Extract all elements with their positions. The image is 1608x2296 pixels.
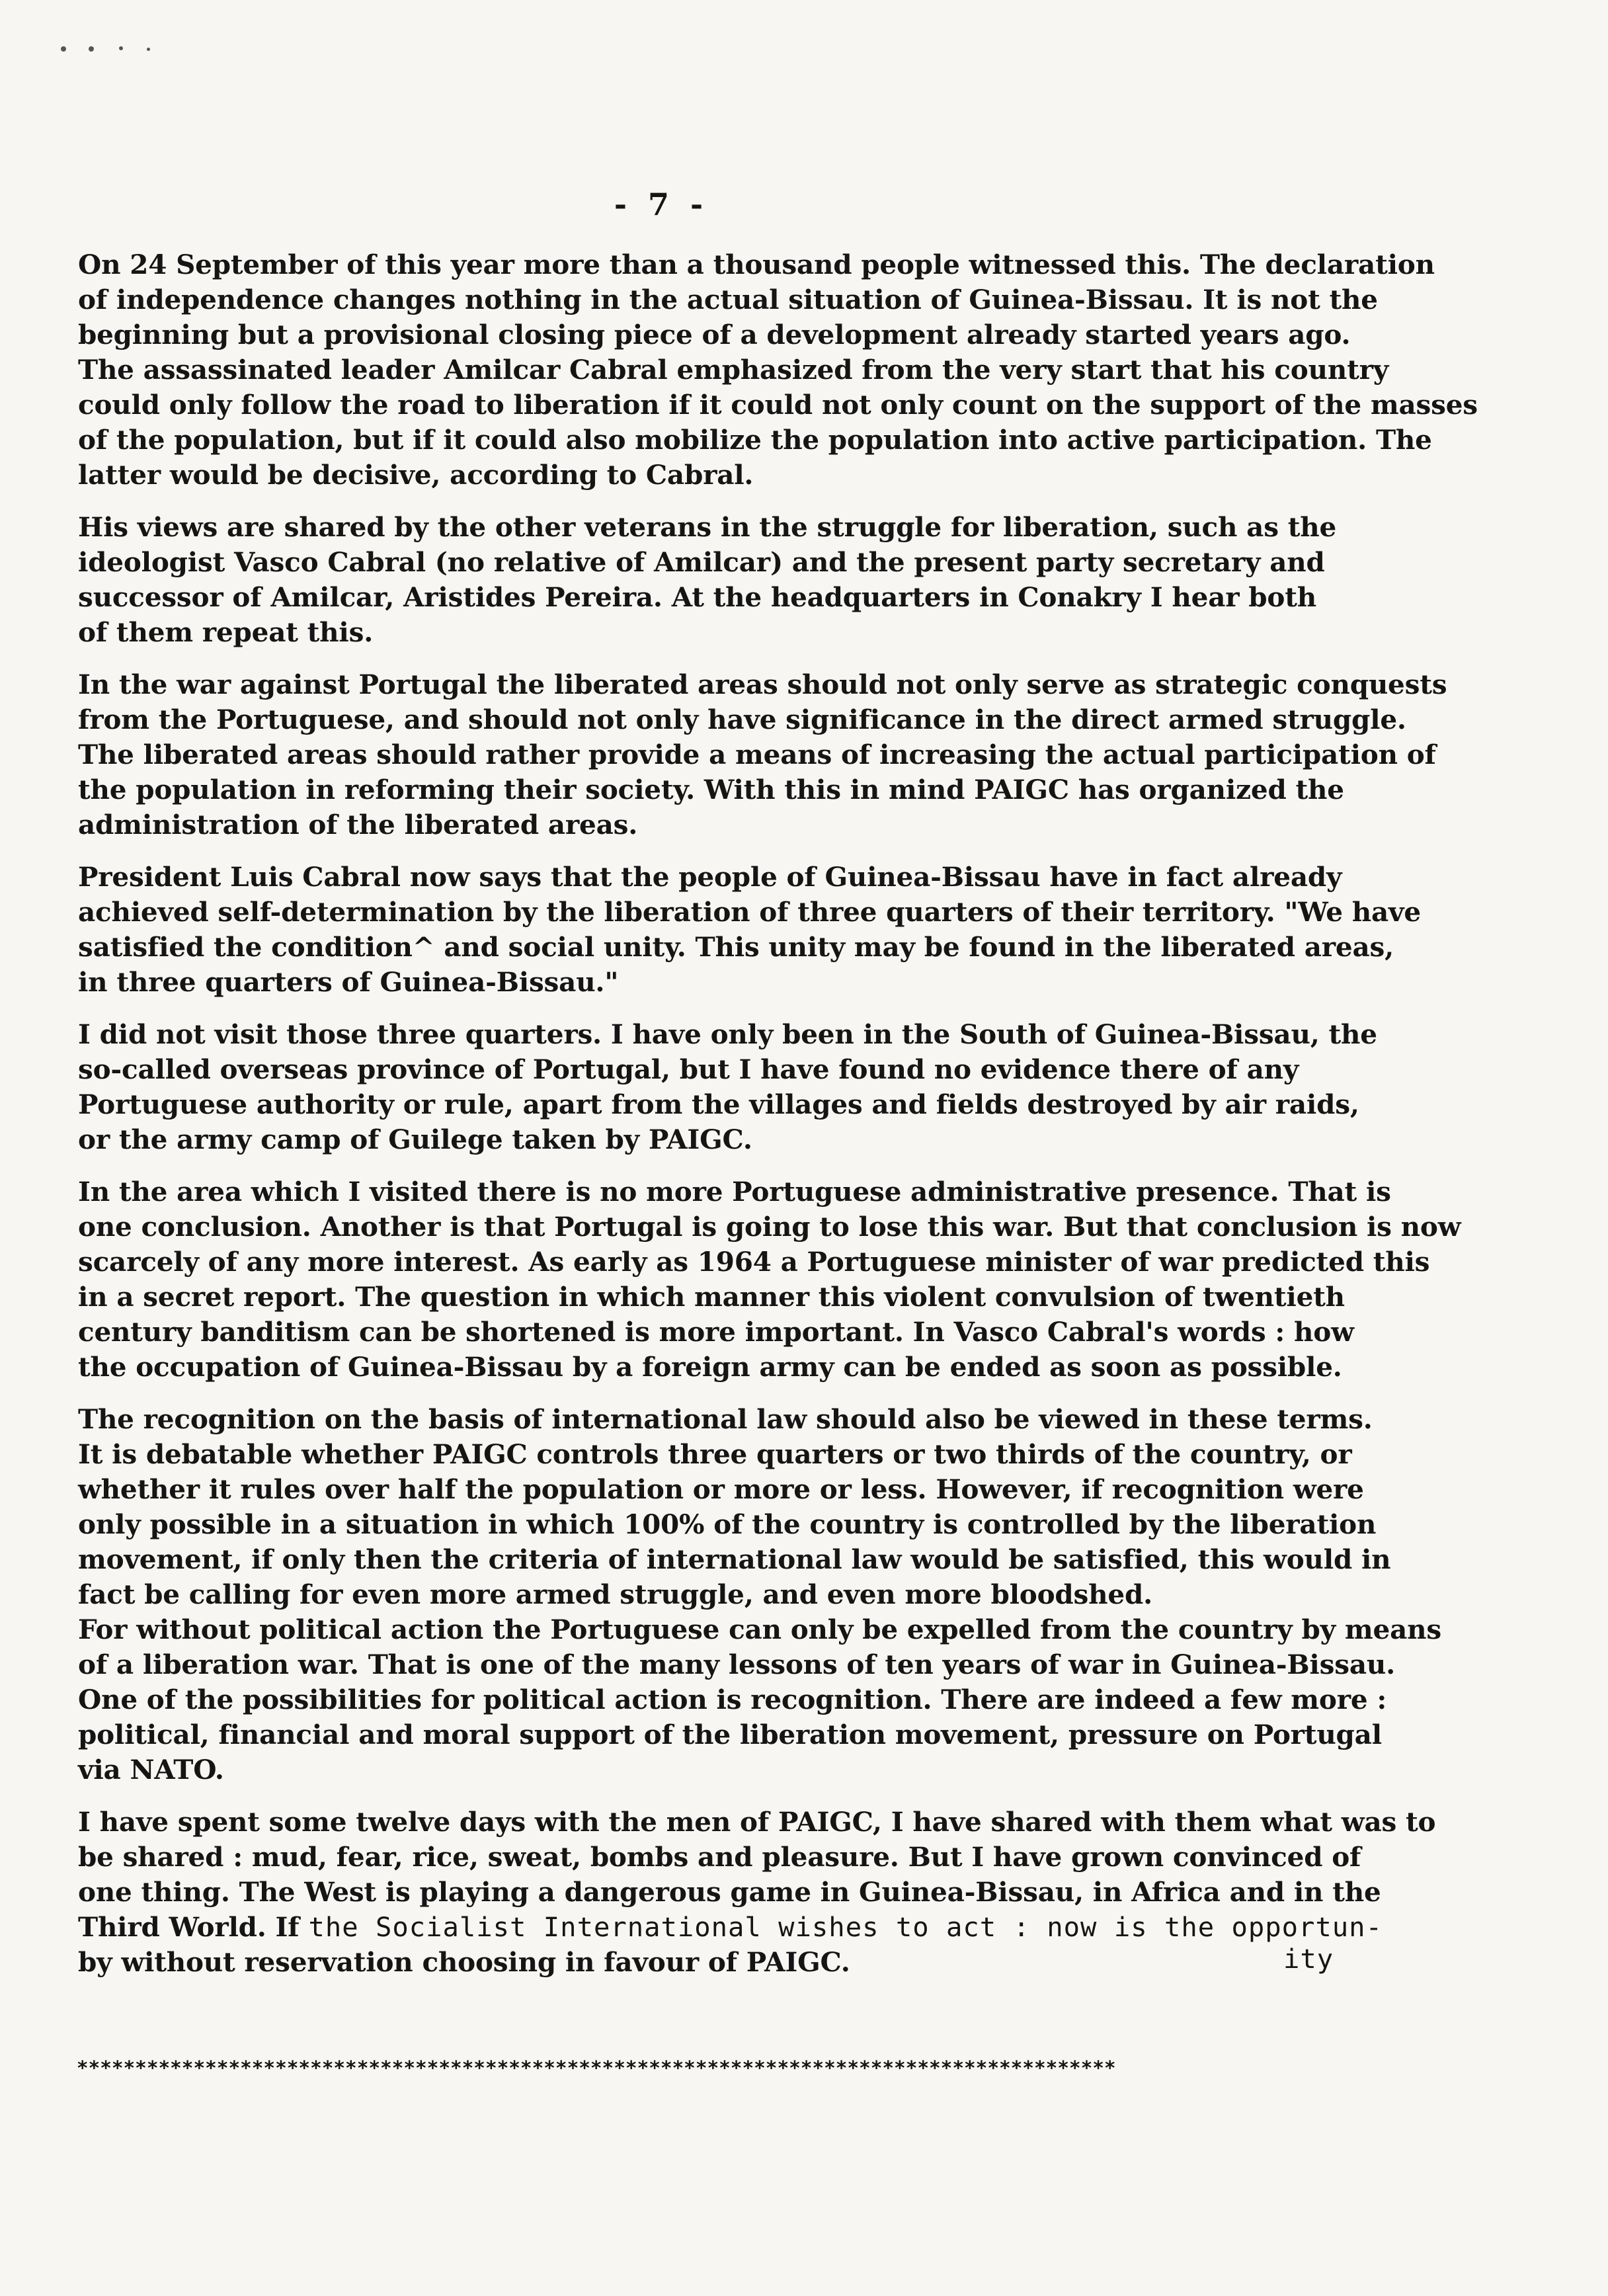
text-line: The liberated areas should rather provide a means of increasing the actual participation of: [78, 739, 1436, 770]
text-line: latter would be decisive, according to Cabral.: [78, 459, 754, 491]
paragraph-6: [78, 1174, 1486, 1385]
paragraph-8: [78, 1805, 1486, 1980]
typewritten-insert: the Socialist International wishes to act : now is the opportun-: [308, 1911, 1383, 1943]
text-line: the occupation of Guinea-Bissau by a foreign army can be ended as soon as possible.: [78, 1351, 1342, 1383]
text-line-mixed: [78, 1910, 1486, 1945]
text-line: only possible in a situation in which 100% of the country is controlled by the liberation: [78, 1508, 1377, 1540]
page-number: - 7 -: [614, 186, 709, 222]
scan-speck: [119, 46, 123, 50]
text-line: one conclusion. Another is that Portugal is going to lose this war. But that conclusion is now: [78, 1211, 1461, 1243]
text-line: or the army camp of Guilege taken by PAIGC.: [78, 1124, 752, 1155]
text-line: from the Portuguese, and should not only have significance in the direct armed struggle.: [78, 704, 1406, 735]
paragraph-1: [78, 247, 1486, 493]
text-line: His views are shared by the other veterans in the struggle for liberation, such as the: [78, 511, 1337, 543]
text-line: movement, if only then the criteria of international law would be satisfied, this would in: [78, 1543, 1391, 1575]
text-line: satisfied the condition^ and social unity. This unity may be found in the liberated areas,: [78, 931, 1394, 963]
text-line: by without reservation choosing in favour of PAIGC.: [78, 1946, 850, 1978]
text-line: century banditism can be shortened is more important. In Vasco Cabral's words : how: [78, 1316, 1354, 1348]
paragraph-4: [78, 860, 1486, 1000]
text-line: beginning but a provisional closing piece of a development already started years ago.: [78, 319, 1351, 350]
typewritten-continuation: ity: [1283, 1943, 1334, 1975]
text-line: could only follow the road to liberation if it could not only count on the support of the masses: [78, 389, 1478, 421]
text-line: of the population, but if it could also mobilize the population into active participation. The: [78, 424, 1432, 456]
text-line: of them repeat this.: [78, 616, 374, 648]
text-line: For without political action the Portuguese can only be expelled from the country by means: [78, 1614, 1441, 1645]
text-line: The recognition on the basis of international law should also be viewed in these terms.: [78, 1403, 1373, 1435]
text-line: ideologist Vasco Cabral (no relative of Amilcar) and the present party secretary and: [78, 546, 1325, 578]
asterisk-divider: *****************************************************************************************: [77, 2057, 1116, 2079]
article-body: [78, 247, 1486, 1997]
text-line: It is debatable whether PAIGC controls three quarters or two thirds of the country, or: [78, 1438, 1352, 1470]
scan-speck: [147, 48, 150, 51]
paragraph-5: [78, 1017, 1486, 1157]
text-line: be shared : mud, fear, rice, sweat, bombs and pleasure. But I have grown convinced of: [78, 1841, 1361, 1873]
text-line: The assassinated leader Amilcar Cabral emphasized from the very start that his country: [78, 354, 1389, 386]
text-line: achieved self-determination by the liberation of three quarters of their territory. "We have: [78, 896, 1421, 928]
text-line: On 24 September of this year more than a thousand people witnessed this. The declaration: [78, 249, 1435, 280]
text-line: the population in reforming their society. With this in mind PAIGC has organized the: [78, 774, 1344, 805]
text-line: one thing. The West is playing a dangerous game in Guinea-Bissau, in Africa and in the: [78, 1876, 1381, 1908]
text-line: In the area which I visited there is no more Portuguese administrative presence. That is: [78, 1176, 1391, 1208]
text-line: whether it rules over half the population or more or less. However, if recognition were: [78, 1473, 1364, 1505]
text-line: in a secret report. The question in which manner this violent convulsion of twentieth: [78, 1281, 1345, 1313]
scan-speck: [89, 46, 94, 52]
text-line: I have spent some twelve days with the men of PAIGC, I have shared with them what was to: [78, 1806, 1436, 1838]
text-line: of independence changes nothing in the actual situation of Guinea-Bissau. It is not the: [78, 284, 1378, 315]
text-line: I did not visit those three quarters. I have only been in the South of Guinea-Bissau, the: [78, 1018, 1377, 1050]
text-line: scarcely of any more interest. As early as 1964 a Portuguese minister of war predicted this: [78, 1246, 1430, 1278]
text-line: successor of Amilcar, Aristides Pereira. At the headquarters in Conakry I hear both: [78, 581, 1316, 613]
text-line: President Luis Cabral now says that the people of Guinea-Bissau have in fact already: [78, 861, 1342, 893]
text-line: political, financial and moral support of the liberation movement, pressure on Portugal: [78, 1719, 1382, 1750]
paragraph-7: [78, 1402, 1486, 1787]
text-line: fact be calling for even more armed struggle, and even more bloodshed.: [78, 1578, 1152, 1610]
text-line: administration of the liberated areas.: [78, 809, 638, 840]
text-line: In the war against Portugal the liberated areas should not only serve as strategic conquests: [78, 669, 1447, 700]
paragraph-3: [78, 667, 1486, 842]
text-line: so-called overseas province of Portugal, but I have found no evidence there of any: [78, 1053, 1299, 1085]
text-line: via NATO.: [78, 1754, 224, 1785]
scan-speck: [61, 46, 66, 52]
text-line: of a liberation war. That is one of the many lessons of ten years of war in Guinea-Bissau.: [78, 1649, 1396, 1680]
text-line: One of the possibilities for political action is recognition. There are indeed a few more :: [78, 1684, 1387, 1715]
printed-text: Third World. If: [78, 1911, 300, 1943]
text-line: in three quarters of Guinea-Bissau.": [78, 966, 619, 998]
text-line: Portuguese authority or rule, apart from the villages and fields destroyed by air raids,: [78, 1088, 1359, 1120]
paragraph-2: [78, 510, 1486, 650]
